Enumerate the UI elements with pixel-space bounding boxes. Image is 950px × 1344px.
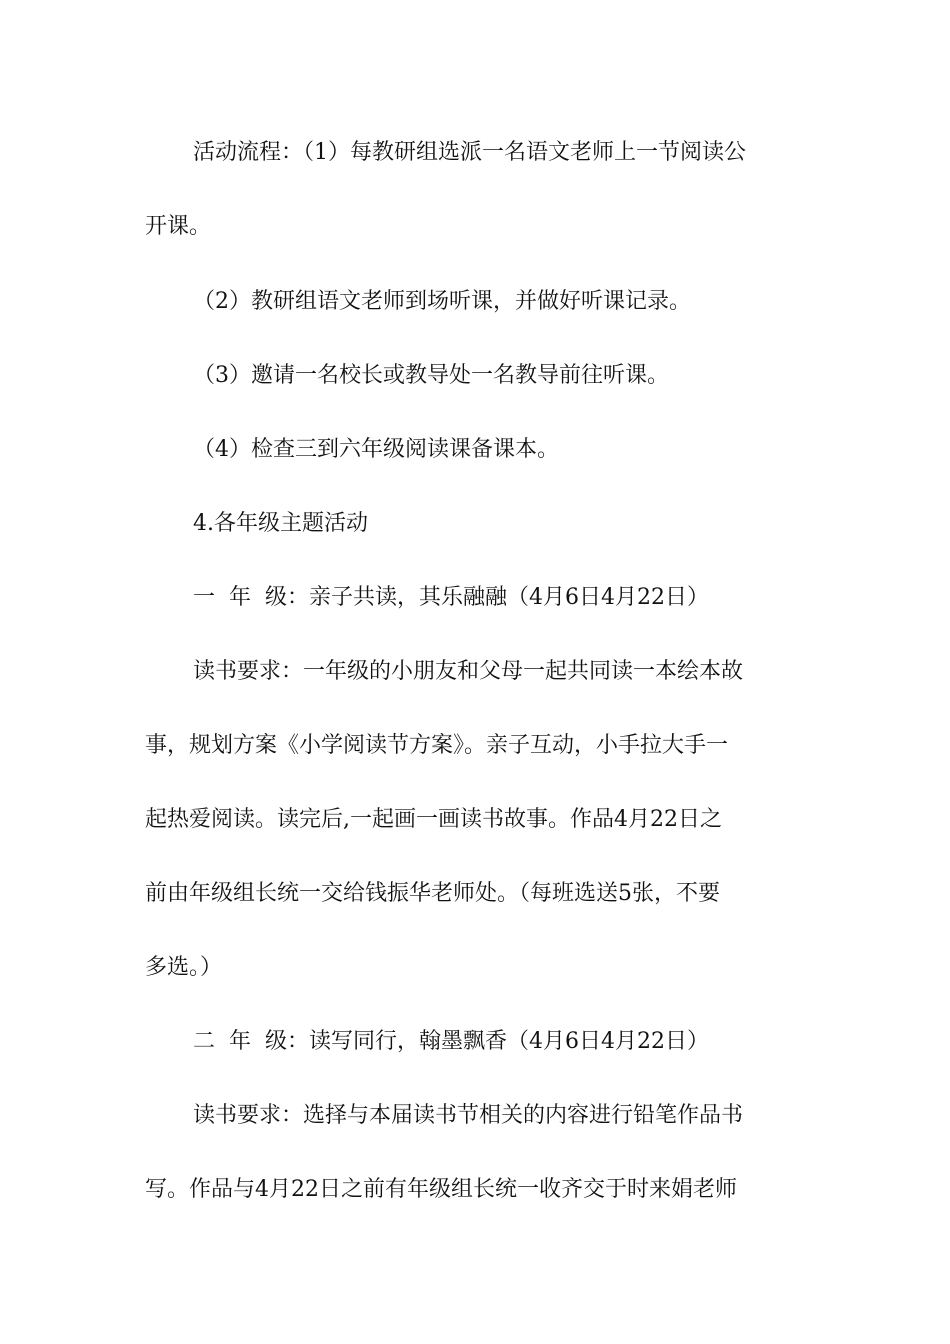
paragraph-activity-process: 活动流程：（1）每教研组选派一名语文老师上一节阅读公: [193, 140, 746, 165]
paragraph-line: 前由年级组长统一交给钱振华老师处。（每班选送5张，不要: [145, 881, 720, 906]
paragraph-step-2: （2）教研组语文老师到场听课，并做好听课记录。: [193, 289, 691, 314]
grade-one-requirement: 读书要求：一年级的小朋友和父母一起共同读一本绘本故: [193, 659, 744, 684]
section-heading-grade-activities: 4.各年级主题活动: [193, 511, 368, 536]
grade-one-heading: 一 年 级：亲子共读，其乐融融（4月6日4月22日）: [193, 585, 709, 610]
paragraph-line: 开课。: [145, 214, 212, 239]
grade-two-requirement: 读书要求：选择与本届读书节相关的内容进行铅笔作品书: [193, 1103, 744, 1128]
paragraph-line: 多选。）: [145, 955, 223, 980]
grade-two-heading: 二 年 级：读写同行，翰墨飘香（4月6日4月22日）: [193, 1029, 709, 1054]
paragraph-step-4: （4）检查三到六年级阅读课备课本。: [193, 437, 559, 462]
paragraph-line: 事，规划方案《小学阅读节方案》。亲子互动，小手拉大手一: [145, 733, 729, 758]
paragraph-line: 起热爱阅读。读完后,一起画一画读书故事。作品4月22日之: [145, 807, 722, 832]
paragraph-step-3: （3）邀请一名校长或教导处一名教导前往听课。: [193, 363, 669, 388]
paragraph-line: 写。作品与4月22日之前有年级组长统一收齐交于时来娟老师: [145, 1177, 737, 1202]
